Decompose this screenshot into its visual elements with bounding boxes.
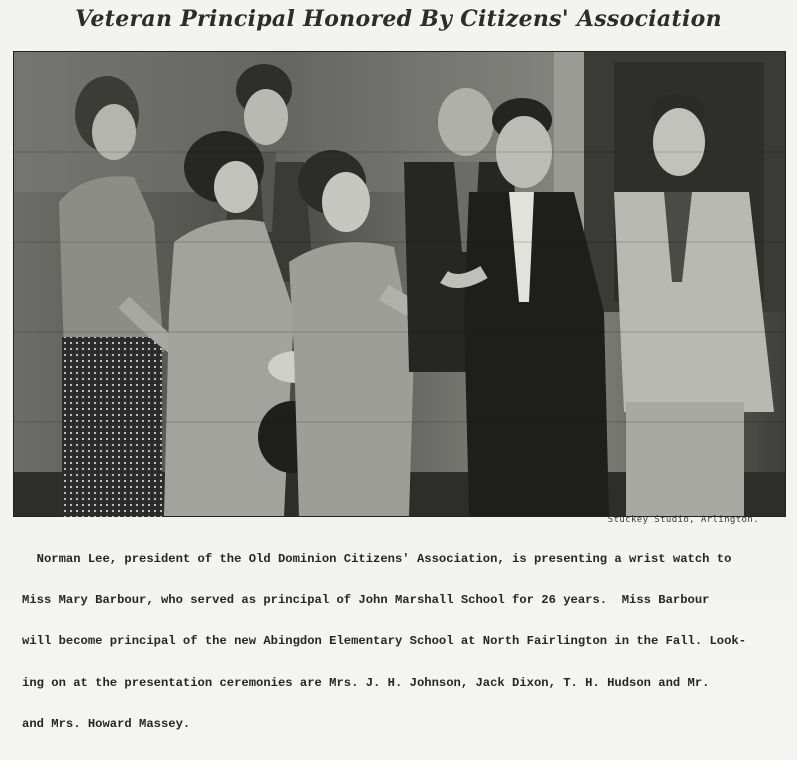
caption-line: and Mrs. Howard Massey. [22, 717, 191, 732]
caption-line: Norman Lee, president of the Old Dominion Citizens' Association, is presenting a wrist watch to [22, 551, 732, 566]
caption-line: Miss Mary Barbour, who served as principal of John Marshall School for 26 years. Miss Barbour [22, 592, 710, 607]
headline: Veteran Principal Honored By Citizens' Association [75, 6, 722, 32]
caption-line: ing on at the presentation ceremonies are Mrs. J. H. Johnson, Jack Dixon, T. H. Hudson and Mr. [22, 675, 710, 690]
caption-line: will become principal of the new Abingdon Elementary School at North Fairlington in the Fall. Look- [22, 634, 747, 649]
caption [22, 525, 784, 760]
photo-illustration [14, 52, 785, 516]
photo-credit: Stuckey Studio, Arlington. [607, 515, 759, 525]
group-photograph [13, 51, 786, 517]
